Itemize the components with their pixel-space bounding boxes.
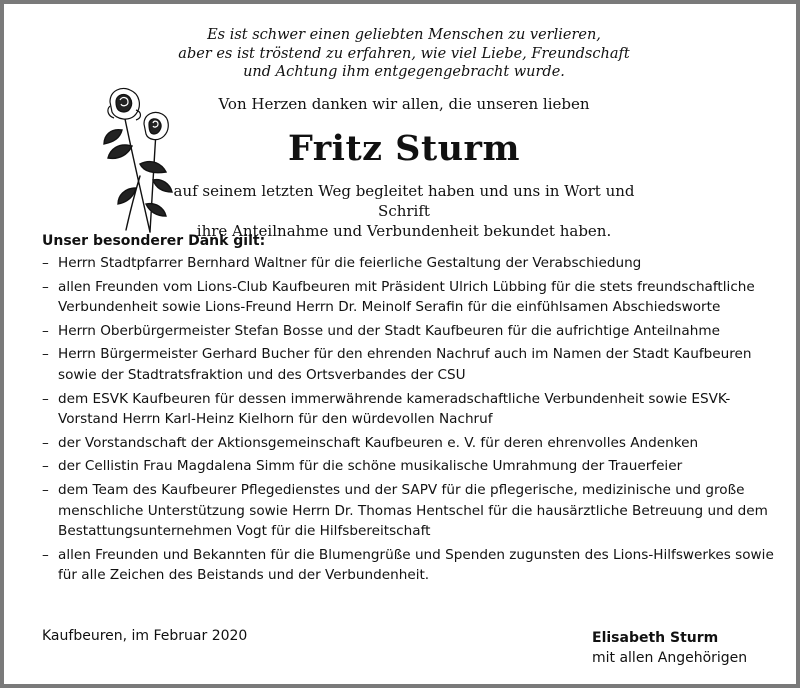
list-item	[42, 389, 782, 430]
dash-marker: –	[42, 255, 49, 271]
place-date: Kaufbeuren, im Februar 2020	[42, 628, 248, 644]
list-item-text: der Vorstandschaft der Aktionsgemeinschaft Kaufbeuren e. V. für deren ehrenvolles Andenken	[58, 434, 699, 451]
list-item	[42, 480, 782, 542]
dash-marker: –	[42, 346, 49, 363]
dash-marker: –	[42, 322, 49, 339]
dash-marker: –	[42, 546, 49, 563]
list-item-text: dem Team des Kaufbeurer Pflegedienstes und der SAPV für die pflegerische, medizinische und große menschliche Unterstützung sowie Herrn Dr. Thomas Hentschel für die hausärztliche Betreuung und dem Bestattungsunternehmen Vogt für die Hilfsbereitschaft	[58, 481, 768, 540]
signature	[592, 628, 792, 668]
thanks-after-name	[154, 181, 654, 241]
list-item	[42, 344, 782, 385]
dash-marker: –	[42, 434, 49, 451]
list-item-text: Herrn Stadtpfarrer Bernhard Waltner für die feierliche Gestaltung der Verabschiedung	[58, 255, 642, 271]
list-item-text: dem ESVK Kaufbeuren für dessen immerwährende kameradschaftliche Verbundenheit sowie ESVK-Vorstand Herrn Karl-Heinz Kielhorn für den würdevollen Nachruf	[58, 390, 731, 428]
list-item	[42, 253, 782, 274]
thanks-intro: Von Herzen danken wir allen, die unseren lieben	[218, 95, 590, 113]
list-item	[42, 456, 782, 477]
quote-line-1: Es ist schwer einen geliebten Menschen zu verlieren,	[207, 27, 601, 43]
list-item	[42, 321, 782, 342]
list-heading: Unser besonderer Dank gilt:	[42, 233, 266, 249]
quote-line-3: und Achtung ihm entgegengebracht wurde.	[243, 64, 565, 80]
quote	[164, 26, 644, 82]
signature-subline: mit allen Angehörigen	[592, 650, 748, 666]
list-item	[42, 545, 782, 586]
list-item	[42, 433, 782, 454]
thanks-after-line-1: auf seinem letzten Weg begleitet haben und uns in Wort und Schrift	[173, 182, 635, 220]
list-item	[42, 277, 782, 318]
signature-name: Elisabeth Sturm	[592, 630, 719, 646]
thanks-list	[42, 253, 782, 589]
dash-marker: –	[42, 458, 49, 475]
dash-marker: –	[42, 481, 49, 498]
list-item-text: allen Freunden vom Lions-Club Kaufbeuren mit Präsident Ulrich Lübbing für die stets freundschaftliche Verbundenheit sowie Lions-Freund Herrn Dr. Meinolf Serafin für die einfühlsamen Abschiedsworte	[58, 278, 755, 316]
list-item-text: allen Freunden und Bekannten für die Blumengrüße und Spenden zugunsten des Lions-Hilfswerkes sowie für alle Zeichen des Beistands und der Verbundenheit.	[58, 546, 774, 584]
list-item-text: Herrn Oberbürgermeister Stefan Bosse und der Stadt Kaufbeuren für die aufrichtige Anteilnahme	[58, 322, 720, 339]
thanks-after-line-2: ihre Anteilnahme und Verbundenheit bekundet haben.	[196, 222, 612, 240]
dash-marker: –	[42, 278, 49, 295]
list-item-text: der Cellistin Frau Magdalena Simm für die schöne musikalische Umrahmung der Trauerfeier	[58, 458, 683, 475]
quote-line-2: aber es ist tröstend zu erfahren, wie viel Liebe, Freundschaft	[178, 45, 630, 62]
dash-marker: –	[42, 390, 49, 407]
deceased-name: Fritz Sturm	[287, 128, 521, 169]
list-item-text: Herrn Bürgermeister Gerhard Bucher für den ehrenden Nachruf auch im Namen der Stadt Kaufbeuren sowie der Stadtratsfraktion und des Ortsverbandes der CSU	[58, 346, 752, 383]
